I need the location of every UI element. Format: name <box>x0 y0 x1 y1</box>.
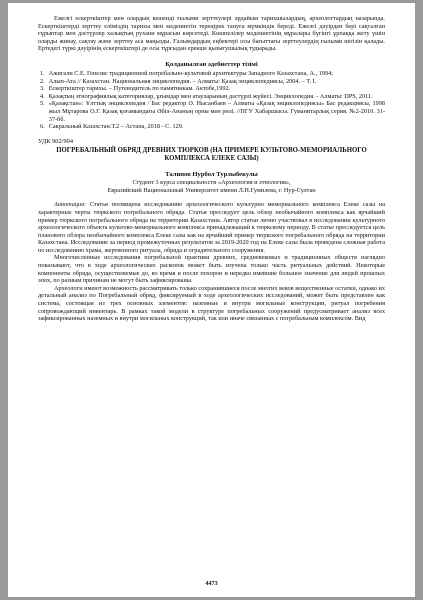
abstract-label: Аннотация: <box>54 201 87 209</box>
reference-item: 3. Ескерткіштер тарихы. – Путеводитель по памятникам. Актобе,1992. <box>40 85 231 93</box>
author-name: Талипов Нурбол Турлыбекулы <box>165 171 258 179</box>
article-body <box>38 254 385 322</box>
udc-code: УДК 902/904 <box>38 137 74 145</box>
paper-page <box>8 3 415 597</box>
intro-paragraph: Ежелгі ескерткіштер мен олардың кешенді ғылыми зерттеулері әрдайым тарихшылардың, археологтардың назарында. Ескерткіштерді зерттеу еліміздің тарихы мен мәдениетін тереңірек тануға мүмкіндік береді. Ежелгі дәуірден бері сақталған ғұрыптар мен дәстүрлер халықтың рухани мұрасын көрсетеді. Көшпелілер мәдениетінің мұралары бүгінгі ұрпаққа жету үшін оларды жинау, сақтау және зерттеу аса маңызды. Ғалымдардың еңбектері осы бағыттағы зерттеулердің ғылыми негізін қалады. Ертедегі түркі дәуірінің ескерткіштері де осы тұрғыдан ерекше қызығушылық тудырады. <box>38 15 385 53</box>
references-list <box>38 70 385 131</box>
author-affiliation-line-1: Студент 3 курса специальности «Археология и этнология», <box>132 179 291 187</box>
references-title: Қолданылған әдебиеттер тізімі <box>165 60 258 68</box>
article-title: ПОГРЕБАЛЬНЫЙ ОБРЯД ДРЕВНИХ ТЮРКОВ (НА ПРИМЕРЕ КУЛЬТОВО-МЕМОРИАЛЬНОГО КОМПЛЕКСА ЕЛЕКЕ САЗЫ) <box>56 146 367 162</box>
page-number: 4473 <box>205 580 218 587</box>
reference-item: 6. Сакральный Казахстан.Т.2 – Астана, 2018 - С. 129. <box>40 123 184 131</box>
reference-item: 2. Алып-Ата // Казахстан. Национальная энциклопедия. – Алматы: Қазақ энциклопедиясы, 2004. – Т. I. <box>40 77 317 85</box>
abstract <box>38 201 385 254</box>
reference-item: 1. Ажигали С.Е. Генезис традиционной погребально-культовой архитектуры Западного Казахстана, А., 1994; <box>40 69 333 77</box>
author-affiliation-line-2: Евразийский Национальный Университет имени Л.Н.Гумилева, г. Нур-Султан <box>107 186 316 194</box>
abstract-text: Статья посвящена исследованию археологического культурно мемориального комплекса Елеке сазы на характерные черты тюркского погребального обряда. Статья преследует цель обзор необычайного комплекса как ярчайший пример тюркского погребального обряда на территории Казахстана. Автор статьи лично участвовал в исследовании культурного археологического объекта культово-мемориального комплекса принадлежащий к тюркскому периоду. В статье преследуется цель планового обзора необычайного комплекса Елеке сазы как на ярчайший пример тюркского погребального обряда на территории Казахстана. Исследование за период промежуточных результатов за 2019-2020 год на Елеке сазы была проведена сложная работа по исследованию храма, жертвенного ритуала, обряда и оградительного сооружения. <box>38 201 386 254</box>
reference-item: 4. Қазақтың этнографиялық категориялар, ұғымдар мен атауларының дәстүрлі жүйесі. Энциклопедия. - Алматы: DPS, 2011. <box>40 92 373 100</box>
body-paragraph: Археологи имеют возможность рассматривать только сохранившиеся после многих веков вещественные остатки, однако их детальный анализ по Погребальный обряд, фиксируемый в ходе археологических исследований, может быть представлен как система, состоящая из трех основных элементов: наземные и внутри могильные конструкции, ритуал погребения сопровождающий инвентарь. В рамках такой модели в структуре погребальных сооружений предусматривает анализ всех зафиксированных наземных и внутри могильных конструкций, так или иначе связанных с погребальным комплексом. Вид <box>38 284 385 323</box>
reference-item: 5. «Қазақстан»: Ұлттық энциклопедия / Бас редактор Ә. Нысанбаев – Алматы «Қазақ энциклопедиясы» Бас редакциясы, 1998 жыл Мұтарова О.Г. Қазақ қоғамындағы Әбіл-Ананың орны мен рөлі. //ПГУ Хабаршысы. Гуманитарлық серия. №2-2010. 31-37-бб. <box>40 100 385 123</box>
body-paragraph: Многочисленные исследования погребальной практики древних, средневековых и традиционных обществ наглядно показывают, что в ходе археологических раскопок может быть изучена только часть ритуальных действий. Некоторые компоненты обряда, осуществляемые до, во время и после похорон и нередко имевшие большое значение для людей прошлых эпох, по разным причинам не могут быть зафиксированы. <box>38 254 385 285</box>
